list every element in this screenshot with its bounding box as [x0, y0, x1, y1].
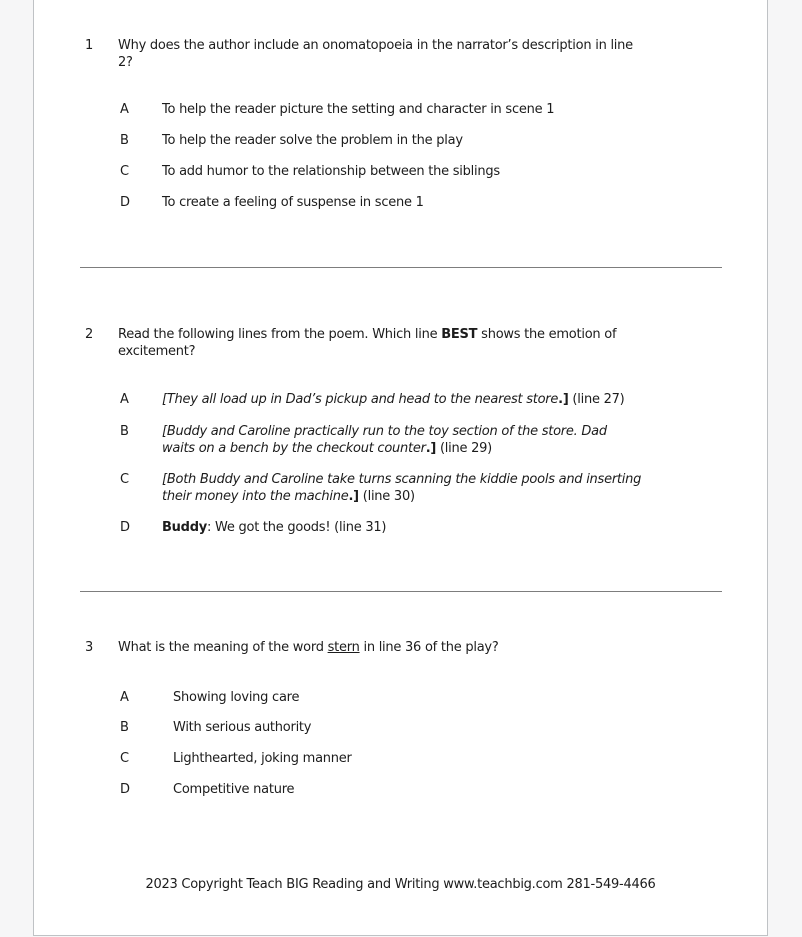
text-run: (line 27) — [568, 392, 625, 407]
worksheet-page — [33, 0, 768, 936]
question-3-number: 3 — [85, 640, 94, 655]
option-text — [162, 163, 732, 180]
text-run: Showing loving care — [173, 690, 300, 705]
text-run: [Buddy and Caroline practically run to the toy section of the store. Dad — [162, 424, 607, 439]
option-line — [162, 519, 732, 536]
question-1-option-d — [120, 194, 732, 211]
option-text — [162, 471, 732, 505]
option-letter: D — [120, 520, 130, 535]
text-run: excitement? — [118, 344, 196, 359]
question-2 — [85, 326, 725, 360]
question-1-option-b — [120, 132, 732, 149]
option-text — [162, 391, 732, 408]
text-run: Buddy — [162, 520, 207, 535]
text-run: stern — [327, 640, 360, 655]
option-text — [162, 519, 732, 536]
text-run: [Both Buddy and Caroline take turns scanning the kiddie pools and inserting — [162, 472, 642, 487]
question-1-option-c — [120, 163, 732, 180]
text-run: shows the emotion of — [477, 327, 617, 342]
option-letter: B — [120, 720, 129, 735]
text-run: : We got the goods! (line 31) — [207, 520, 387, 535]
option-text — [173, 750, 732, 767]
option-line — [162, 163, 732, 180]
text-run: Why does the author include an onomatopoeia in the narrator’s description in line — [118, 38, 633, 53]
question-2-number: 2 — [85, 327, 94, 342]
question-2-option-c — [120, 471, 732, 505]
text-run: To create a feeling of suspense in scene 1 — [162, 195, 424, 210]
option-letter: A — [120, 690, 129, 705]
question-1-option-a — [120, 101, 732, 118]
text-run: To help the reader solve the problem in the play — [162, 133, 463, 148]
text-run: .] — [348, 489, 359, 504]
question-2-prompt — [118, 326, 725, 360]
option-letter: B — [120, 424, 129, 439]
option-letter: A — [120, 102, 129, 117]
text-run: their money into the machine — [162, 489, 349, 504]
text-run: To add humor to the relationship between the siblings — [162, 164, 500, 179]
question-2-option-a — [120, 391, 732, 408]
text-run: To help the reader picture the setting and character in scene 1 — [162, 102, 555, 117]
option-letter: B — [120, 133, 129, 148]
text-run: BEST — [441, 327, 478, 342]
prompt-line — [118, 326, 725, 343]
text-run: Competitive nature — [173, 782, 295, 797]
question-2-option-d — [120, 519, 732, 536]
option-line — [162, 101, 732, 118]
question-1-number: 1 — [85, 38, 94, 53]
question-3-option-b — [120, 719, 732, 736]
question-3-option-c — [120, 750, 732, 767]
option-line — [162, 391, 732, 408]
section-divider — [80, 591, 722, 592]
option-line — [162, 132, 732, 149]
text-run: .] — [425, 441, 437, 456]
option-letter: D — [120, 782, 130, 797]
question-1-prompt — [118, 37, 725, 71]
text-run: 2? — [118, 55, 133, 70]
text-run: Read the following lines from the poem. Which line — [118, 327, 442, 342]
option-text — [162, 194, 732, 211]
option-line — [162, 440, 732, 457]
text-run: .] — [558, 392, 569, 407]
option-letter: D — [120, 195, 130, 210]
option-text — [162, 132, 732, 149]
text-run: in line 36 of the play? — [359, 640, 499, 655]
option-text — [162, 423, 732, 457]
option-letter: C — [120, 472, 129, 487]
prompt-line — [118, 54, 725, 71]
option-line — [162, 423, 732, 440]
text-run: waits on a bench by the checkout counter — [162, 441, 426, 456]
option-line — [173, 689, 732, 706]
option-line — [173, 750, 732, 767]
option-line — [162, 194, 732, 211]
text-run: With serious authority — [173, 720, 312, 735]
question-3-prompt — [118, 639, 725, 656]
text-run: [They all load up in Dad’s pickup and head to the nearest store — [162, 392, 559, 407]
option-text — [173, 719, 732, 736]
option-line — [173, 719, 732, 736]
option-text — [173, 781, 732, 798]
option-line — [162, 471, 732, 488]
question-3-option-d — [120, 781, 732, 798]
option-text — [173, 689, 732, 706]
text-run: What is the meaning of the word — [118, 640, 328, 655]
section-divider — [80, 267, 722, 268]
text-run: (line 30) — [358, 489, 415, 504]
prompt-line — [118, 639, 725, 656]
option-text — [162, 101, 732, 118]
option-line — [173, 781, 732, 798]
question-1 — [85, 37, 725, 71]
option-line — [162, 488, 732, 505]
text-run: Lighthearted, joking manner — [173, 751, 352, 766]
page-footer: 2023 Copyright Teach BIG Reading and Writing www.teachbig.com 281-549-4466 — [145, 877, 656, 892]
question-2-option-b — [120, 423, 732, 457]
text-run: (line 29) — [436, 441, 493, 456]
prompt-line — [118, 37, 725, 54]
option-letter: C — [120, 751, 129, 766]
option-letter: C — [120, 164, 129, 179]
question-3 — [85, 639, 725, 656]
question-3-option-a — [120, 689, 732, 706]
prompt-line — [118, 343, 725, 360]
option-letter: A — [120, 392, 129, 407]
